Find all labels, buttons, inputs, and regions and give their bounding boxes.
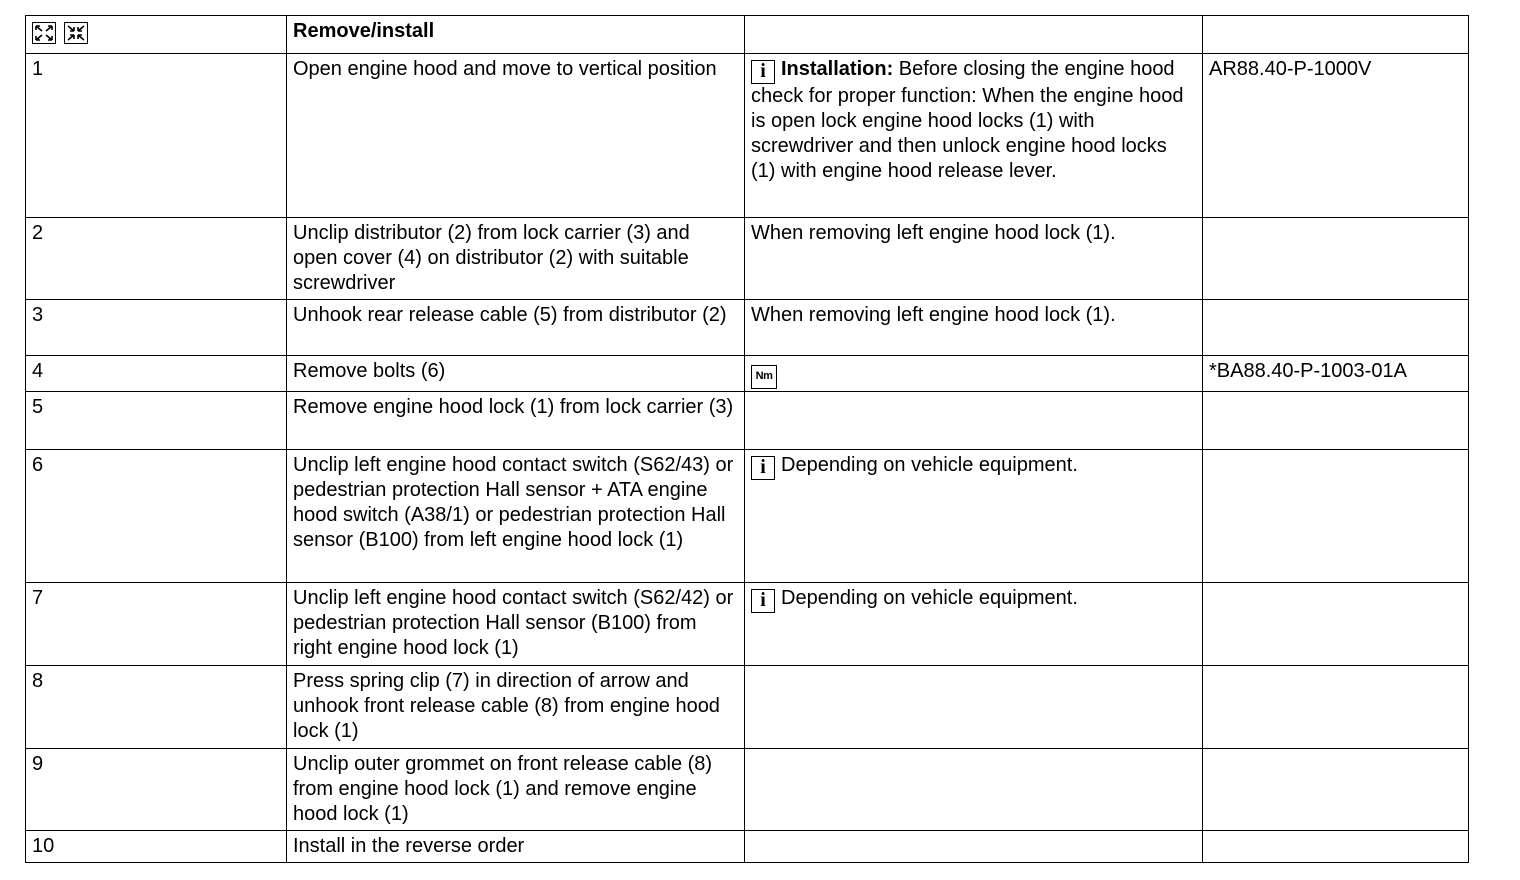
step-action: Unclip left engine hood contact switch (S62/42) or pedestrian protection Hall sensor (B100) from right engine hood lock (1) (287, 583, 745, 666)
step-action: Unclip distributor (2) from lock carrier (3) and open cover (4) on distributor (2) with suitable screwdriver (287, 218, 745, 300)
step-reference (1203, 583, 1469, 666)
step-number: 2 (26, 218, 287, 300)
step-action: Press spring clip (7) in direction of arrow and unhook front release cable (8) from engine hood lock (1) (287, 666, 745, 749)
step-note (745, 356, 1203, 392)
info-icon[interactable]: i (751, 60, 775, 84)
step-action: Unclip left engine hood contact switch (S62/43) or pedestrian protection Hall sensor + ATA engine hood switch (A38/1) or pedestrian protection Hall sensor (B100) from left engine hood lock (1) (287, 450, 745, 583)
step-note: When removing left engine hood lock (1). (745, 300, 1203, 356)
step-note (745, 666, 1203, 749)
table-row (26, 218, 1469, 300)
info-icon[interactable]: i (751, 456, 775, 480)
step-reference (1203, 831, 1469, 863)
step-number: 6 (26, 450, 287, 583)
note-text: Depending on vehicle equipment. (781, 454, 1078, 476)
page-title: Remove/install (293, 20, 435, 42)
note-text: Before closing the engine hood check for proper function: When the engine hood is open lock engine hood locks (1) with screwdriver and then unlock engine hood locks (1) with engine hood release lever. (751, 58, 1184, 182)
table-row (26, 831, 1469, 863)
step-number: 1 (26, 54, 287, 218)
step-number: 9 (26, 749, 287, 831)
step-number: 4 (26, 356, 287, 392)
table-row (26, 392, 1469, 450)
table-row (26, 450, 1469, 583)
header-empty-cell (1203, 16, 1469, 54)
step-note: When removing left engine hood lock (1). (745, 218, 1203, 300)
header-icons-cell (26, 16, 287, 54)
step-action: Unclip outer grommet on front release cable (8) from engine hood lock (1) and remove engine hood lock (1) (287, 749, 745, 831)
step-number: 5 (26, 392, 287, 450)
step-reference (1203, 749, 1469, 831)
collapse-all-icon[interactable] (64, 22, 88, 44)
step-note (745, 392, 1203, 450)
step-number: 7 (26, 583, 287, 666)
header-title-cell (287, 16, 745, 54)
torque-nm-icon[interactable]: Nm (751, 365, 777, 389)
step-note (745, 749, 1203, 831)
header-row (26, 16, 1469, 54)
step-note (745, 450, 1203, 583)
step-note (745, 831, 1203, 863)
table-row (26, 583, 1469, 666)
step-reference (1203, 218, 1469, 300)
step-number: 8 (26, 666, 287, 749)
step-reference (1203, 300, 1469, 356)
step-note (745, 54, 1203, 218)
table-row (26, 54, 1469, 218)
step-number: 3 (26, 300, 287, 356)
table-row (26, 749, 1469, 831)
step-note (745, 583, 1203, 666)
step-action: Unhook rear release cable (5) from distributor (2) (287, 300, 745, 356)
step-reference[interactable]: *BA88.40-P-1003-01A (1203, 356, 1469, 392)
procedure-table (25, 15, 1469, 863)
note-label: Installation: (781, 58, 894, 80)
header-empty-cell (745, 16, 1203, 54)
step-reference[interactable]: AR88.40-P-1000V (1203, 54, 1469, 218)
step-number: 10 (26, 831, 287, 863)
expand-all-icon[interactable] (32, 22, 56, 44)
step-action: Remove bolts (6) (287, 356, 745, 392)
info-icon[interactable]: i (751, 589, 775, 613)
step-reference (1203, 666, 1469, 749)
step-action: Install in the reverse order (287, 831, 745, 863)
step-action: Remove engine hood lock (1) from lock carrier (3) (287, 392, 745, 450)
note-text: Depending on vehicle equipment. (781, 587, 1078, 609)
table-row (26, 666, 1469, 749)
table-row (26, 300, 1469, 356)
step-action: Open engine hood and move to vertical position (287, 54, 745, 218)
table-row (26, 356, 1469, 392)
step-reference (1203, 450, 1469, 583)
step-reference (1203, 392, 1469, 450)
